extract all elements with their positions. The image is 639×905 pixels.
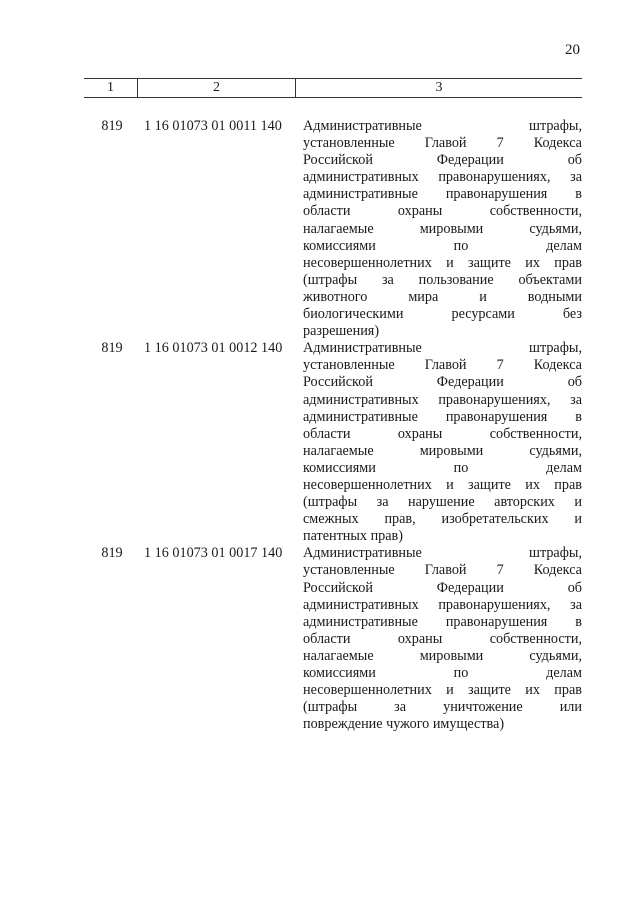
description-word: Кодекса <box>533 135 582 152</box>
description-word: 7 <box>496 562 504 579</box>
description-line <box>303 631 582 648</box>
description-word: Российской <box>303 579 373 596</box>
description-word: штрафы, <box>529 545 582 562</box>
description-word: ресурсами <box>451 306 515 323</box>
description-word: прав <box>554 476 582 493</box>
description-word: административных <box>303 596 419 613</box>
description-word: прав, <box>384 511 416 528</box>
description-line <box>303 648 582 665</box>
description-word: патентных прав) <box>303 528 403 545</box>
description-word: Главой <box>424 357 467 374</box>
description-word: и <box>446 682 454 699</box>
admin-code-cell: 819 <box>101 545 123 562</box>
description-word: судьями, <box>529 647 582 664</box>
description-word: собственности, <box>489 630 582 647</box>
description-word: без <box>562 306 582 323</box>
description-line <box>303 306 582 323</box>
column-header-2: 2 <box>138 79 296 97</box>
description-word: установленные <box>303 562 395 579</box>
description-line <box>303 580 582 597</box>
description-word: и <box>446 254 454 271</box>
description-word: и <box>574 494 582 511</box>
description-word: несовершеннолетних <box>303 476 432 493</box>
description-word: их <box>525 476 540 493</box>
description-line <box>303 443 582 460</box>
description-line <box>303 477 582 494</box>
description-word: и <box>446 476 454 493</box>
description-word: административные <box>303 408 418 425</box>
description-word: по <box>453 237 469 254</box>
description-word: делам <box>546 459 582 476</box>
description-cell <box>296 340 582 545</box>
description-word: Главой <box>424 562 467 579</box>
description-word: Главой <box>424 135 467 152</box>
description-word: административных <box>303 391 419 408</box>
description-word: объектами <box>518 271 582 288</box>
description-word: налагаемые <box>303 442 374 459</box>
description-word: мира <box>408 288 439 305</box>
description-word: области <box>303 425 351 442</box>
description-word: судьями, <box>529 220 582 237</box>
description-word: защите <box>468 476 511 493</box>
description-word: установленные <box>303 135 395 152</box>
description-word: в <box>575 408 582 425</box>
description-line <box>303 597 582 614</box>
description-word: Административные <box>303 340 422 357</box>
description-word: налагаемые <box>303 220 374 237</box>
description-word: делам <box>546 665 582 681</box>
description-word: уничтожение <box>443 699 523 716</box>
description-word: Кодекса <box>533 562 582 579</box>
description-word: и <box>479 288 487 305</box>
description-word: охраны <box>397 630 443 647</box>
description-word: Федерации <box>436 152 504 169</box>
description-line <box>303 255 582 272</box>
description-word: Федерации <box>436 374 504 391</box>
description-line <box>303 511 582 528</box>
description-word: за <box>570 596 582 613</box>
description-word: Федерации <box>436 579 504 596</box>
budget-classification-code-cell: 1 16 01073 01 0012 140 <box>144 340 283 357</box>
description-word: штрафы, <box>529 340 582 357</box>
description-word: Административные <box>303 545 422 562</box>
description-cell <box>296 118 582 340</box>
admin-code-cell: 819 <box>101 118 123 134</box>
description-line <box>303 340 582 357</box>
description-word: правонарушения <box>445 408 548 425</box>
description-word: пользование <box>418 271 494 288</box>
description-line <box>303 392 582 409</box>
description-word: несовершеннолетних <box>303 682 432 699</box>
description-word: охраны <box>397 425 443 442</box>
description-word: правонарушениях, <box>438 391 551 408</box>
description-line <box>303 203 582 220</box>
description-line <box>303 186 582 203</box>
description-word: их <box>525 254 540 271</box>
description-word: за <box>381 271 394 288</box>
table-header <box>84 78 582 98</box>
description-line <box>303 409 582 426</box>
description-word: смежных <box>303 511 359 528</box>
page-number: 20 <box>565 42 580 58</box>
description-line <box>303 135 582 152</box>
description-line <box>303 665 582 682</box>
budget-codes-table <box>84 78 582 733</box>
description-word: мировыми <box>419 442 484 459</box>
description-word: об <box>567 152 582 169</box>
description-line <box>303 494 582 511</box>
description-word: комиссиями <box>303 459 376 476</box>
description-word: защите <box>468 682 511 699</box>
description-line <box>303 716 582 733</box>
description-word: по <box>453 459 469 476</box>
description-word: животного <box>303 288 368 305</box>
description-word: водными <box>527 288 582 305</box>
description-word: Российской <box>303 374 373 391</box>
description-word: и <box>574 511 582 528</box>
column-header-1: 1 <box>84 79 138 97</box>
description-line <box>303 614 582 631</box>
description-word: по <box>453 665 469 681</box>
description-word: Административные <box>303 118 422 134</box>
column-header-3: 3 <box>435 80 443 95</box>
description-word: повреждение чужого имущества) <box>303 716 505 733</box>
description-word: правонарушениях, <box>438 596 551 613</box>
description-word: собственности, <box>489 203 582 220</box>
budget-classification-code-cell: 1 16 01073 01 0017 140 <box>144 545 283 562</box>
description-line <box>303 118 582 135</box>
description-word: за <box>570 391 582 408</box>
description-line <box>303 221 582 238</box>
description-word: за <box>394 699 407 716</box>
description-word: за <box>376 494 389 511</box>
description-word: делам <box>546 237 582 254</box>
table-row <box>84 340 582 545</box>
description-line <box>303 357 582 374</box>
description-line <box>303 545 582 562</box>
description-word: административных <box>303 169 419 186</box>
description-line <box>303 152 582 169</box>
description-word: их <box>525 682 540 699</box>
description-word: судьями, <box>529 442 582 459</box>
description-line <box>303 562 582 579</box>
description-word: несовершеннолетних <box>303 254 432 271</box>
description-line <box>303 289 582 306</box>
description-cell <box>296 545 582 733</box>
description-word: в <box>575 613 582 630</box>
description-word: изобретательских <box>441 511 549 528</box>
description-word: разрешения) <box>303 323 380 340</box>
description-word: административные <box>303 613 418 630</box>
description-line <box>303 323 582 340</box>
description-word: мировыми <box>419 220 484 237</box>
description-line <box>303 528 582 545</box>
description-word: правонарушениях, <box>438 169 551 186</box>
description-word: установленные <box>303 357 395 374</box>
admin-code-cell: 819 <box>101 340 123 357</box>
description-word: административные <box>303 186 418 203</box>
description-word: за <box>570 169 582 186</box>
description-line <box>303 699 582 716</box>
description-word: Российской <box>303 152 373 169</box>
table-body <box>84 118 582 733</box>
description-line <box>303 272 582 289</box>
description-word: об <box>567 374 582 391</box>
table-row <box>84 118 582 340</box>
description-word: комиссиями <box>303 665 376 681</box>
description-word: комиссиями <box>303 237 376 254</box>
description-word: правонарушения <box>445 613 548 630</box>
description-word: прав <box>554 682 582 699</box>
description-word: биологическими <box>303 306 404 323</box>
description-word: в <box>575 186 582 203</box>
description-word: штрафы, <box>529 118 582 134</box>
description-word: правонарушения <box>445 186 548 203</box>
description-word: 7 <box>496 135 504 152</box>
table-row <box>84 545 582 733</box>
description-word: области <box>303 630 351 647</box>
description-line <box>303 426 582 443</box>
description-word: защите <box>468 254 511 271</box>
description-word: области <box>303 203 351 220</box>
description-word: (штрафы <box>303 494 358 511</box>
description-word: или <box>559 699 582 716</box>
description-line <box>303 460 582 477</box>
budget-classification-code-cell: 1 16 01073 01 0011 140 <box>144 118 282 134</box>
description-line <box>303 682 582 699</box>
description-word: (штрафы <box>303 699 358 716</box>
description-word: собственности, <box>489 425 582 442</box>
description-word: (штрафы <box>303 271 358 288</box>
description-word: Кодекса <box>533 357 582 374</box>
description-word: об <box>567 579 582 596</box>
description-line <box>303 238 582 255</box>
description-word: авторских <box>494 494 555 511</box>
description-word: охраны <box>397 203 443 220</box>
description-word: нарушение <box>408 494 475 511</box>
description-word: налагаемые <box>303 647 374 664</box>
description-word: мировыми <box>419 647 484 664</box>
description-word: 7 <box>496 357 504 374</box>
description-word: прав <box>554 254 582 271</box>
description-line <box>303 374 582 391</box>
description-line <box>303 169 582 186</box>
